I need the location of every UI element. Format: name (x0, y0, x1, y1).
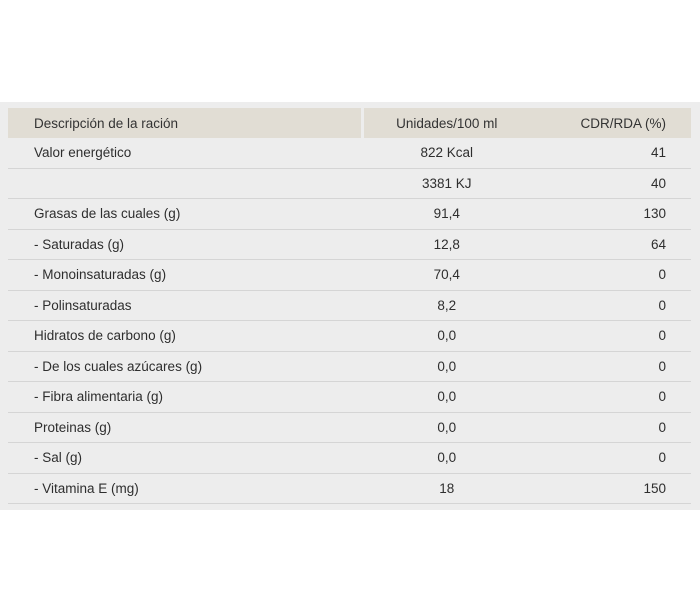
row-cdr: 0 (530, 382, 691, 413)
row-description: - De los cuales azúcares (g) (8, 352, 364, 383)
row-description: - Sal (g) (8, 443, 364, 474)
row-cdr: 0 (530, 260, 691, 291)
row-units: 91,4 (364, 199, 530, 230)
row-units: 0,0 (364, 352, 530, 383)
table-row (8, 474, 691, 505)
row-units: 3381 KJ (364, 169, 530, 200)
row-description: - Fibra alimentaria (g) (8, 382, 364, 413)
nutrition-table-panel (0, 102, 700, 510)
table-row (8, 321, 691, 352)
row-description: - Polinsaturadas (8, 291, 364, 322)
row-cdr: 40 (530, 169, 691, 200)
row-description: - Saturadas (g) (8, 230, 364, 261)
table-header-row (8, 108, 691, 138)
table-row (8, 382, 691, 413)
row-cdr: 0 (530, 291, 691, 322)
row-description: - Monoinsaturadas (g) (8, 260, 364, 291)
row-cdr: 64 (530, 230, 691, 261)
table-row (8, 260, 691, 291)
table-row (8, 443, 691, 474)
row-cdr: 0 (530, 352, 691, 383)
header-description: Descripción de la ración (8, 108, 364, 138)
header-units: Unidades/100 ml (364, 108, 530, 138)
header-cdr: CDR/RDA (%) (530, 108, 691, 138)
row-cdr: 0 (530, 443, 691, 474)
table-body (8, 138, 691, 504)
table-row (8, 413, 691, 444)
row-units: 0,0 (364, 443, 530, 474)
row-description: Grasas de las cuales (g) (8, 199, 364, 230)
row-units: 70,4 (364, 260, 530, 291)
row-units: 8,2 (364, 291, 530, 322)
row-units: 18 (364, 474, 530, 505)
row-cdr: 130 (530, 199, 691, 230)
table-row (8, 230, 691, 261)
row-description: - Vitamina E (mg) (8, 474, 364, 505)
row-description: Proteinas (g) (8, 413, 364, 444)
nutrition-table (8, 108, 691, 504)
row-units: 822 Kcal (364, 138, 530, 169)
table-row (8, 199, 691, 230)
table-row (8, 138, 691, 169)
row-units: 0,0 (364, 382, 530, 413)
table-row (8, 169, 691, 200)
row-units: 0,0 (364, 321, 530, 352)
row-description (8, 169, 364, 200)
row-units: 12,8 (364, 230, 530, 261)
row-units: 0,0 (364, 413, 530, 444)
row-cdr: 41 (530, 138, 691, 169)
table-row (8, 291, 691, 322)
table-row (8, 352, 691, 383)
row-description: Hidratos de carbono (g) (8, 321, 364, 352)
row-cdr: 150 (530, 474, 691, 505)
row-cdr: 0 (530, 413, 691, 444)
row-description: Valor energético (8, 138, 364, 169)
row-cdr: 0 (530, 321, 691, 352)
